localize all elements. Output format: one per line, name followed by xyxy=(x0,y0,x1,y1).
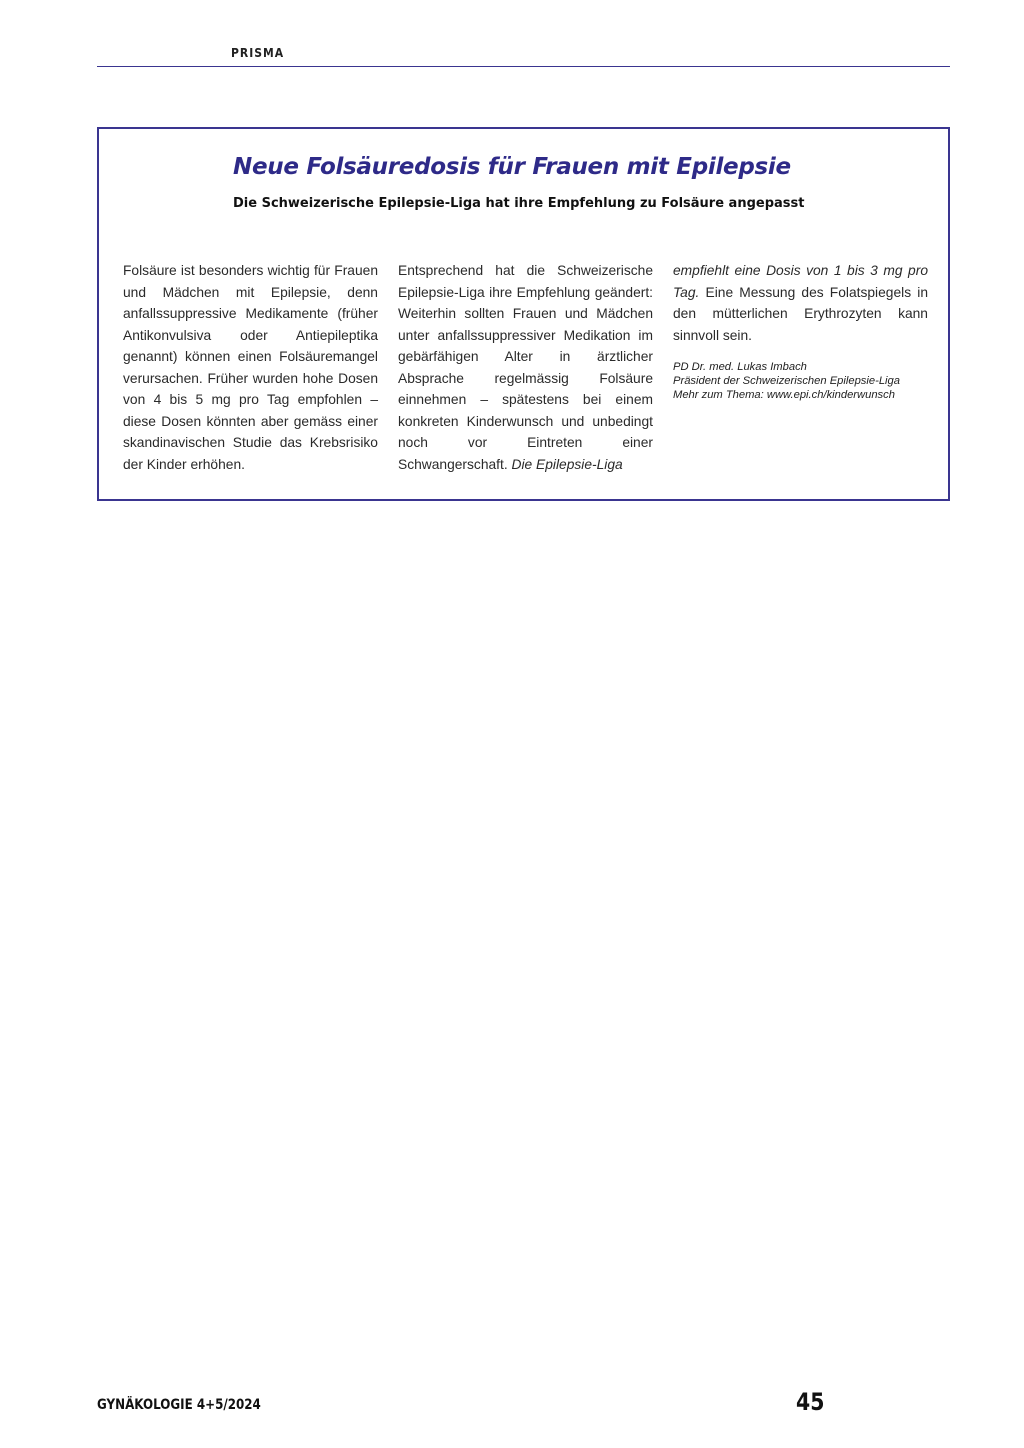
author-name: PD Dr. med. Lukas Imbach xyxy=(673,361,807,373)
column-3-text: Eine Messung des Folatspiegels in den mütterlichen Erythrozyten kann sinnvoll sein. xyxy=(673,284,928,343)
column-1 xyxy=(123,260,378,475)
column-3-emphasis: empfiehlt eine Dosis von 1 bis 3 mg pro Tag. xyxy=(673,263,928,300)
article-subtitle: Die Schweizerische Epilepsie-Liga hat ihre Empfehlung zu Folsäure angepasst xyxy=(233,196,805,211)
column-2-paragraph xyxy=(398,260,653,475)
page-number: 45 xyxy=(796,1388,825,1416)
author-block xyxy=(673,360,928,402)
author-more-link: Mehr zum Thema: www.epi.ch/kinderwunsch xyxy=(673,389,895,401)
author-role: Präsident der Schweizerischen Epilepsie-Liga xyxy=(673,375,900,387)
section-label: PRISMA xyxy=(231,46,285,60)
column-1-text: Folsäure ist besonders wichtig für Frauen und Mädchen mit Epilepsie, denn anfallssuppressive Medikamente (früher Antikonvulsiva oder Antiepileptika genannt) können einen Folsäuremangel verursachen. Früher wurden hohe Dosen von 4 bis 5 mg pro Tag empfohlen – diese Dosen könnten aber gemäss einer skandinavischen Studie das Krebsrisiko der Kinder erhöhen. xyxy=(123,263,378,472)
column-2 xyxy=(398,260,653,475)
article-title: Neue Folsäuredosis für Frauen mit Epilepsie xyxy=(233,154,791,180)
column-2-text: Entsprechend hat die Schweizerische Epilepsie-Liga ihre Empfehlung geändert: Weiterhin sollten Frauen und Mädchen unter anfallssuppressiver Medikation im gebärfähigen Alter in ärztlicher Absprache regelmässig Folsäure einnehmen – spätestens bei einem konkreten Kinderwunsch und unbedingt noch vor Eintreten einer Schwangerschaft. xyxy=(398,263,653,472)
footer-journal: GYNÄKOLOGIE 4+5/2024 xyxy=(97,1397,261,1413)
column-3-paragraph xyxy=(673,260,928,346)
article-box xyxy=(97,127,950,501)
column-2-emphasis: Die Epilepsie-Liga xyxy=(511,456,623,472)
header-rule xyxy=(97,66,950,67)
column-3 xyxy=(673,260,928,402)
